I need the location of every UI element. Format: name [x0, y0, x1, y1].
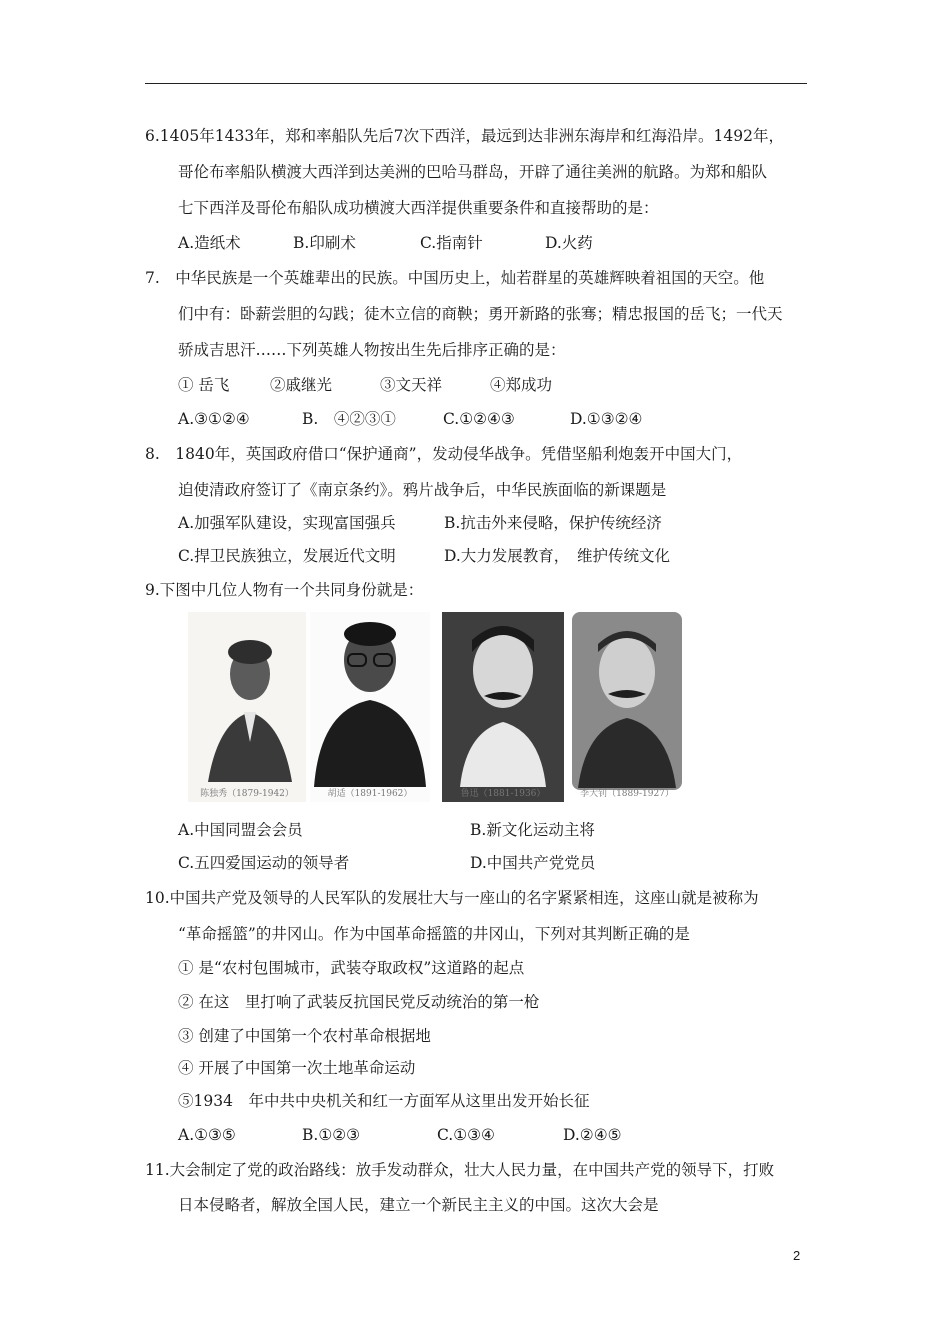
portrait-li-dazhao: [572, 612, 682, 802]
portrait-hu-shi: [310, 612, 430, 802]
q10-option-d: D.②④⑤: [563, 1126, 622, 1144]
portrait-caption: 鲁迅（1881-1936）: [460, 789, 546, 799]
q10-item-5: ⑤1934 年中共中央机关和红一方面军从这里出发开始长征: [178, 1092, 590, 1110]
q10-line-1: 10.中国共产党及领导的人民军队的发展壮大与一座山的名字紧紧相连，这座山就是被称为: [145, 889, 759, 907]
q9-option-d: D.中国共产党党员: [470, 854, 596, 872]
q8-option-b: B.抗击外来侵略，保护传统经济: [444, 514, 662, 532]
q7-item-3: ③文天祥: [380, 376, 443, 394]
q6-option-c: C.指南针: [420, 234, 483, 252]
q9-option-a: A.中国同盟会会员: [178, 821, 303, 839]
page-number: 2: [793, 1248, 801, 1263]
q10-item-1: ① 是“农村包围城市，武装夺取政权”这道路的起点: [178, 959, 525, 977]
q9-portrait-photos: [188, 612, 708, 802]
q6-option-a: A.造纸术: [178, 234, 241, 252]
q8-option-d: D.大力发展教育， 维护传统文化: [444, 547, 671, 565]
q9-option-c: C.五四爱国运动的领导者: [178, 854, 350, 872]
q11-line-2: 日本侵略者，解放全国人民，建立一个新民主主义的中国。这次大会是: [178, 1196, 659, 1214]
q8-line-1: 8. 1840年，英国政府借口“保护通商”，发动侵华战争。凭借坚船利炮轰开中国大门，: [145, 445, 743, 463]
q6-option-b: B.印刷术: [293, 234, 356, 252]
q10-option-b: B.①②③: [302, 1126, 361, 1144]
portrait-chen-duxiu: [188, 612, 306, 802]
q6-line-2: 哥伦布率船队横渡大西洋到达美洲的巴哈马群岛，开辟了通往美洲的航路。为郑和船队: [178, 163, 768, 181]
q7-line-1: 7. 中华民族是一个英雄辈出的民族。中国历史上，灿若群星的英雄辉映着祖国的天空。他: [145, 269, 765, 287]
portrait-lu-xun: [442, 612, 564, 802]
q7-item-1: ① 岳飞: [178, 376, 230, 394]
q7-option-c: C.①②④③: [443, 410, 515, 428]
q8-line-2: 迫使清政府签订了《南京条约》。鸦片战争后，中华民族面临的新课题是: [178, 481, 667, 499]
q6-option-d: D.火药: [545, 234, 593, 252]
q7-line-3: 骄成吉思汗……下列英雄人物按出生先后排序正确的是：: [178, 341, 566, 359]
portrait-caption: 胡适（1891-1962）: [327, 789, 413, 799]
q8-option-c: C.捍卫民族独立，发展近代文明: [178, 547, 396, 565]
q10-line-2: “革命摇篮”的井冈山。作为中国革命摇篮的井冈山，下列对其判断正确的是: [178, 925, 690, 943]
q10-item-2: ② 在这 里打响了武装反抗国民党反动统治的第一枪: [178, 993, 540, 1011]
q10-item-3: ③ 创建了中国第一个农村革命根据地: [178, 1027, 431, 1045]
q9-line-1: 9.下图中几位人物有一个共同身份就是：: [145, 581, 424, 599]
q7-item-4: ④郑成功: [490, 376, 553, 394]
header-rule: [145, 83, 807, 84]
q7-line-2: 们中有：卧薪尝胆的勾践；徒木立信的商鞅；勇开新路的张骞；精忠报国的岳飞；一代天: [178, 305, 783, 323]
q6-line-3: 七下西洋及哥伦布船队成功横渡大西洋提供重要条件和直接帮助的是：: [178, 199, 659, 217]
portrait-caption: 陈独秀（1879-1942）: [200, 789, 294, 799]
q7-option-a: A.③①②④: [178, 410, 250, 428]
q10-option-c: C.①③④: [437, 1126, 495, 1144]
q7-option-d: D.①③②④: [570, 410, 643, 428]
q7-item-2: ②戚继光: [270, 376, 333, 394]
q6-line-1: 6.1405年1433年，郑和率船队先后7次下西洋，最远到达非洲东海岸和红海沿岸。1492年，: [145, 127, 784, 145]
q10-item-4: ④ 开展了中国第一次土地革命运动: [178, 1059, 416, 1077]
portrait-caption: 李大钊（1889-1927）: [580, 789, 674, 799]
q11-line-1: 11.大会制定了党的政治路线：放手发动群众，壮大人民力量，在中国共产党的领导下，打败: [145, 1161, 775, 1179]
q9-option-b: B.新文化运动主将: [470, 821, 595, 839]
q7-option-b: B. ④②③①: [302, 410, 396, 428]
q8-option-a: A.加强军队建设，实现富国强兵: [178, 514, 396, 532]
q10-option-a: A.①③⑤: [178, 1126, 236, 1144]
